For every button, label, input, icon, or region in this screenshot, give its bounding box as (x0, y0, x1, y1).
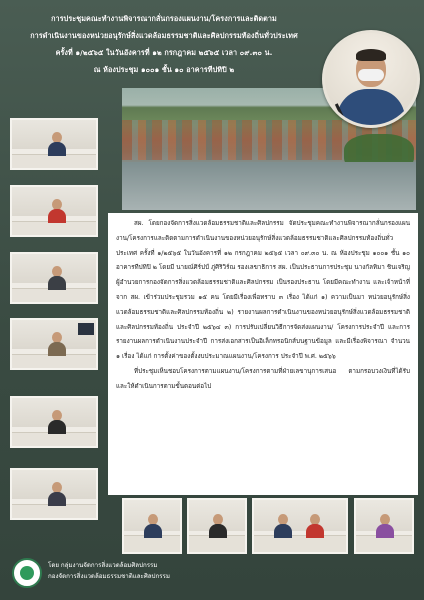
meeting-photo-7 (122, 498, 182, 554)
participant (209, 514, 227, 536)
header-title-block (8, 10, 320, 78)
header-line-4: ณ ห้องประชุม ๑๐๐๑ ชั้น ๑๐ อาคารทีปทิปิ ๒ (93, 65, 235, 74)
participant (48, 410, 66, 432)
header-line-1: การประชุมคณะทำงานพิจารณากลั่นกรองแผนงาน/โครงการและติดตาม (51, 14, 277, 23)
aerial-river (122, 162, 416, 210)
meeting-photo-3 (10, 252, 98, 304)
participant (48, 332, 66, 354)
meeting-photo-4 (10, 318, 98, 370)
participant (376, 514, 394, 536)
meeting-summary-card (108, 213, 418, 495)
summary-paragraph-1: สผ. โดยกองจัดการสิ่งแวดล้อมธรรมชาติและศิลปกรรม จัดประชุมคณะทำงานพิจารณากลั่นกรองแผนงาน/โครงการและติดตามการดำเนินงานของหน่วยอนุรักษ์สิ่งแวดล้อมธรรมชาติและศิลปกรรมท้องถิ่นทั่วประเทศ ครั้งที่ ๑/๒๕๖๕ ในวันอังคารที่ ๑๒ กรกฎาคม ๒๕๖๕ เวลา ๐๙.๓๐ น. ณ ห้องประชุม ๑๐๐๑ ชั้น ๑๐ อาคารทีปทิปิ ๒ โดยมี นายณ์ศิร์ปป์ ภู่ศิริวิร์ณ รองเลขาธิการ สผ. เป็นประธานการประชุม นางกัลทิมา ชินเจริญ ผู้อำนวยการกองจัดการสิ่งแวดล้อมธรรมชาติและศิลปกรรม เป็นรองประธาน โดยมีคณะทำงาน และเจ้าหน้าที่จาก สผ. เข้าร่วมประชุมรวม ๑๕ คน โดยมีเรื่องเพื่อทราบ ๓ เรื่อง ได้แก่ ๑) ความเป็นมา หน่วยอนุรักษ์สิ่งแวดล้อมธรรมชาติและศิลปกรรมท้องถิ่น ๒) รายงานผลการดำเนินงานของหน่วยอนุรักษ์สิ่งแวดล้อมธรรมชาติและศิลปกรรมท้องถิ่น ประจำปี ๒๕๖๔ ๓) การปรับเปลี่ยนวิธีการจัดส่งแผนงาน/ โครงการประจำปี และการรายงานผลการดำเนินงานประจำปี การส่งเอกสารเป็นอิเล็กทรอนิกส์บนฐานข้อมูล และมีเรื่องพิจารณา จำนวน ๑ เรื่อง ได้แก่ การตั้งค่าของตั้งงบประมาณแผนงาน/โครงการ ประจำปี พ.ศ. ๒๕๖๖ (116, 220, 410, 361)
participant (274, 514, 292, 536)
portrait-hair (356, 49, 386, 61)
meeting-photo-1 (10, 118, 98, 170)
meeting-photo-5 (10, 396, 98, 448)
chairperson-portrait (322, 30, 420, 128)
participant (48, 199, 66, 221)
meeting-photo-9 (252, 498, 348, 554)
footer-line-1: โดย กลุ่มงานจัดการสิ่งแวดล้อมศิลปกรรม (48, 562, 158, 569)
participant (48, 266, 66, 288)
participant (306, 514, 324, 536)
portrait-body (337, 89, 405, 128)
meeting-photo-8 (187, 498, 247, 554)
meeting-photo-2 (10, 185, 98, 237)
meeting-photo-10 (354, 498, 414, 554)
footer-line-2: กองจัดการสิ่งแวดล้อมธรรมชาติและศิลปกรรม (48, 573, 170, 580)
monitor-screen (78, 323, 94, 335)
participant (144, 514, 162, 536)
header-line-3: ครั้งที่ ๑/๒๕๖๕ ในวันอังคารที่ ๑๒ กรกฎาคม ๒๕๖๕ เวลา ๐๙.๓๐ น. (55, 48, 273, 57)
participant (48, 132, 66, 154)
footer-credit (48, 560, 268, 582)
header-line-2: การดำเนินงานของหน่วยอนุรักษ์สิ่งแวดล้อมธรรมชาติและศิลปกรรมท้องถิ่นทั่วประเทศ (30, 31, 298, 40)
onep-logo-icon (12, 558, 42, 588)
meeting-photo-6 (10, 468, 98, 520)
participant (48, 482, 66, 504)
portrait-mask (358, 69, 384, 81)
summary-paragraph-2: ที่ประชุมเห็นชอบโครงการตามแผนงาน/โครงการตามที่ฝ่ายเลขานุการเสนอ ตามกรอบวงเงินที่ได้รับ และให้ดำเนินการตามขั้นตอนต่อไป (116, 367, 410, 390)
